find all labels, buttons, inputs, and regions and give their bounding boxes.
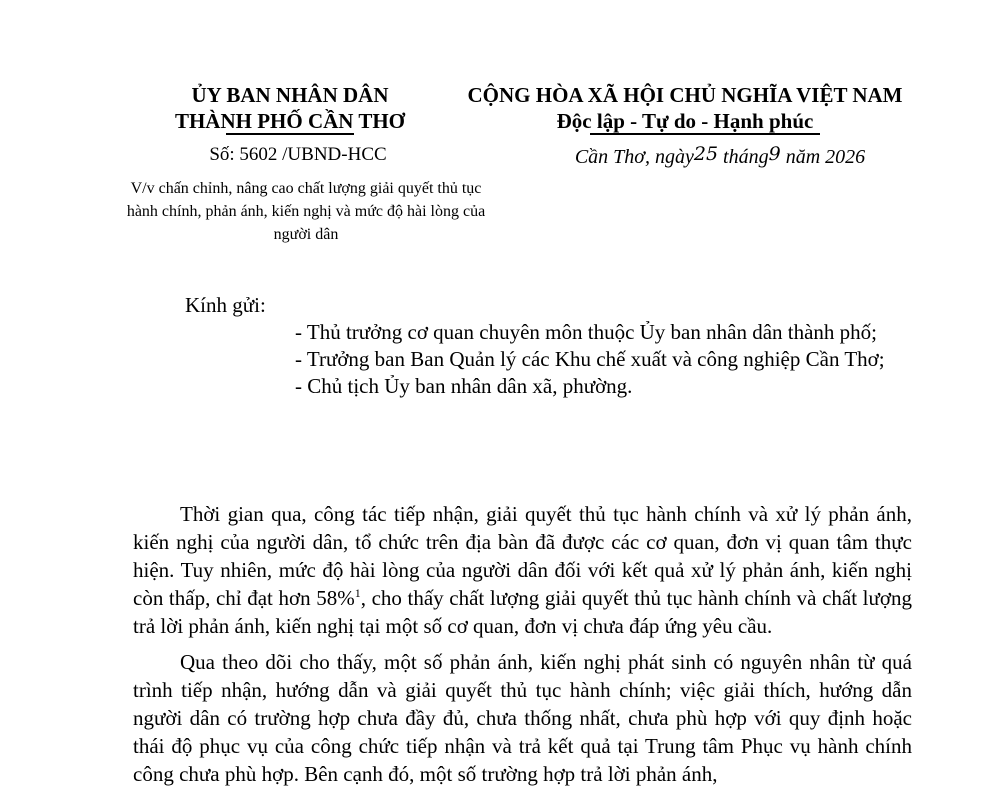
recipients-block	[185, 292, 905, 400]
body-paragraph: Qua theo dõi cho thấy, một số phản ánh, kiến nghị phát sinh có nguyên nhân từ quá trình tiếp nhận, hướng dẫn và giải quyết thủ tục hành chính; việc giải thích, hướng dẫn người dân có trường hợp chưa đầy đủ, chưa thống nhất, chưa phù hợp với quy định hoặc thái độ phục vụ của công chức tiếp nhận và trả kết quả tại Trung tâm Phục vụ hành chính công chưa phù hợp. Bên cạnh đó, một số trường hợp trả lời phản ánh,	[133, 650, 912, 786]
year-label: năm 2026	[785, 146, 866, 168]
national-heading	[440, 82, 930, 134]
date-month: 9	[768, 143, 781, 165]
date-day: 25	[693, 143, 719, 165]
place-date-prefix: Cần Thơ, ngày	[574, 146, 694, 168]
paragraph-text: , cho thấy chất lượng giải quyết thủ tục hành chính và chất lượng trả lời phản ánh, kiến nghị tại một số cơ quan, đơn vị chưa đáp ứng yêu cầu.	[133, 586, 912, 638]
recipient-item: - Thủ trưởng cơ quan chuyên môn thuộc Ủy ban nhân dân thành phố;	[295, 320, 878, 344]
org-name-line2: THÀNH PHỐ CẦN THƠ	[174, 109, 406, 133]
month-label: tháng	[723, 146, 769, 168]
nation-title: CỘNG HÒA XÃ HỘI CHỦ NGHĨA VIỆT NAM	[467, 83, 903, 107]
org-underline	[226, 133, 354, 135]
org-name-line1: ỦY BAN NHÂN DÂN	[191, 83, 389, 107]
recipient-item: - Trưởng ban Ban Quản lý các Khu chế xuất và công nghiệp Cần Thơ;	[295, 347, 885, 371]
document-subject: V/v chấn chỉnh, nâng cao chất lượng giải quyết thủ tục hành chính, phản ánh, kiến nghị và mức độ hài lòng của người dân	[126, 180, 486, 243]
body-paragraph	[133, 500, 912, 640]
place-date	[540, 142, 900, 169]
issuing-authority	[140, 82, 440, 134]
recipient-item: - Chủ tịch Ủy ban nhân dân xã, phường.	[295, 374, 633, 398]
document-body	[133, 500, 912, 796]
paragraph-text: Thời gian qua, công tác tiếp nhận, giải quyết thủ tục hành chính và xử lý phản ánh, kiến nghị của người dân, tổ chức trên địa bàn đã được các cơ quan, đơn vị quan tâm thực hiện. Tuy nhiên, mức độ hài lòng của người dân đối với kết quả xử lý phản ánh, kiến nghị còn thấp, chỉ đạt hơn 58%	[133, 502, 912, 610]
document-number: Số: 5602 /UBND-HCC	[209, 144, 387, 165]
motto-underline	[590, 133, 820, 135]
greeting: Kính gửi:	[185, 293, 266, 317]
footnote-marker[interactable]: 1	[354, 586, 361, 600]
motto: Độc lập - Tự do - Hạnh phúc	[556, 109, 814, 133]
